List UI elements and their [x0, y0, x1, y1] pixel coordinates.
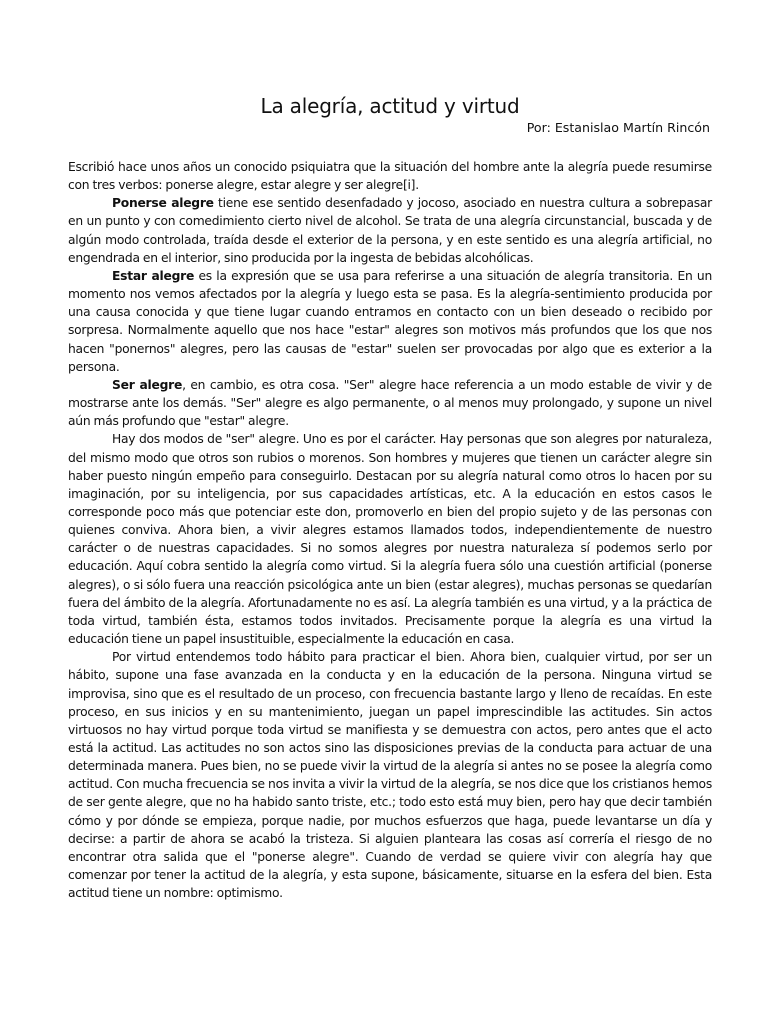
- paragraph-lead: Ser alegre: [112, 377, 183, 392]
- paragraph-text: tiene ese sentido desenfadado y jocoso, asociado en nuestra cultura a sobrepasar en un punto y con comedimiento cierto nivel de alcohol. Se trata de una alegría circunstancial, buscada y de algún modo controlada, traída desde el exterior de la persona, y en este sentido es una alegría artificial, no engendrada en el interior, sino producida por la ingesta de bebidas alcohólicas.: [68, 196, 712, 265]
- paragraph-por-virtud: [68, 648, 712, 902]
- document-author: Por: Estanislao Martín Rincón: [526, 120, 710, 135]
- paragraph-dos-modos: [68, 430, 712, 648]
- paragraph-lead: Estar alegre: [112, 268, 195, 283]
- paragraph-text: Por virtud entendemos todo hábito para practicar el bien. Ahora bien, cualquier virtud, por ser un hábito, supone una fase avanzada en la conducta y en la educación de la persona. Ninguna virtud se improvisa, sino que es el resultado de un proceso, con frecuencia bastante largo y lleno de recaídas. En este proceso, en sus inicios y en su mantenimiento, juegan un papel imprescindible las actitudes. Sin actos virtuosos no hay virtud porque toda virtud se manifiesta y se demuestra con actos, pero antes que el acto está la actitud. Las actitudes no son actos sino las disposiciones previas de la conducta para actuar de una determinada manera. Pues bien, no se puede vivir la virtud de la alegría si antes no se posee la alegría como actitud. Con mucha frecuencia se nos invita a vivir la virtud de la alegría, se nos dice que los cristianos hemos de ser gente alegre, que no ha habido santo triste, etc.; todo esto está muy bien, pero hay que decir también cómo y por dónde se empieza, porque nadie, por muchos esfuerzos que haga, puede levantarse un día y decirse: a partir de ahora se acabó la tristeza. Si alguien planteara las cosas así correría el riesgo de no encontrar otra salida que el "ponerse alegre". Cuando de verdad se quiere vivir con alegría hay que comenzar por tener la actitud de la alegría, y esta supone, básicamente, situarse en la esfera del bien. Esta actitud tiene un nombre: optimismo.: [68, 650, 712, 901]
- paragraph-text: Escribió hace unos años un conocido psiquiatra que la situación del hombre ante la alegría puede resumirse con tres verbos: ponerse alegre, estar alegre y ser alegre[i].: [68, 160, 712, 193]
- paragraph-text: Hay dos modos de "ser" alegre. Uno es por el carácter. Hay personas que son alegres por naturaleza, del mismo modo que otros son rubios o morenos. Son hombres y mujeres que tienen un carácter alegre sin haber puesto ningún empeño para conseguirlo. Destacan por su alegría natural como otros lo hacen por su imaginación, por su inteligencia, por sus capacidades artísticas, etc. A la educación en estos casos le corresponde poco más que potenciar este don, promoverlo en bien del propio sujeto y de las personas con quienes conviva. Ahora bien, a vivir alegres estamos llamados todos, independientemente de nuestro carácter o de nuestras capacidades. Si no somos alegres por nuestra naturaleza sí podemos serlo por educación. Aquí cobra sentido la alegría como virtud. Si la alegría fuera sólo una cuestión artificial (ponerse alegres), o si sólo fuera una reacción psicológica ante un bien (estar alegres), muchas personas se quedarían fuera del ámbito de la alegría. Afortunadamente no es así. La alegría también es una virtud, y a la práctica de toda virtud, también ésta, estamos todos invitados. Precisamente porque la alegría es una virtud la educación tiene un papel insustituible, especialmente la educación en casa.: [68, 432, 712, 647]
- paragraph-estar-alegre: [68, 267, 712, 376]
- paragraph-ser-alegre: [68, 376, 712, 430]
- paragraph-text: es la expresión que se usa para referirse a una situación de alegría transitoria. En un momento nos vemos afectados por la alegría y luego esta se pasa. Es la alegría-sentimiento producida por una causa conocida y que tiene lugar cuando entramos en contacto con un bien deseado o recibido por sorpresa. Normalmente aquello que nos hace "estar" alegres son motivos más profundos que los que nos hacen "ponernos" alegres, pero las causas de "estar" suelen ser provocadas por algo que es exterior a la persona.: [68, 268, 712, 374]
- document-body: [68, 158, 712, 902]
- paragraph-lead: Ponerse alegre: [112, 196, 214, 211]
- paragraph-ponerse-alegre: [68, 194, 712, 267]
- paragraph-intro: [68, 158, 712, 194]
- paragraph-text: , en cambio, es otra cosa. "Ser" alegre hace referencia a un modo estable de vivir y de mostrarse ante los demás. "Ser" alegre es algo permanente, o al menos muy prolongado, y supone un nivel aún más profundo que "estar" alegre.: [68, 377, 712, 429]
- document-title: La alegría, actitud y virtud: [260, 94, 520, 118]
